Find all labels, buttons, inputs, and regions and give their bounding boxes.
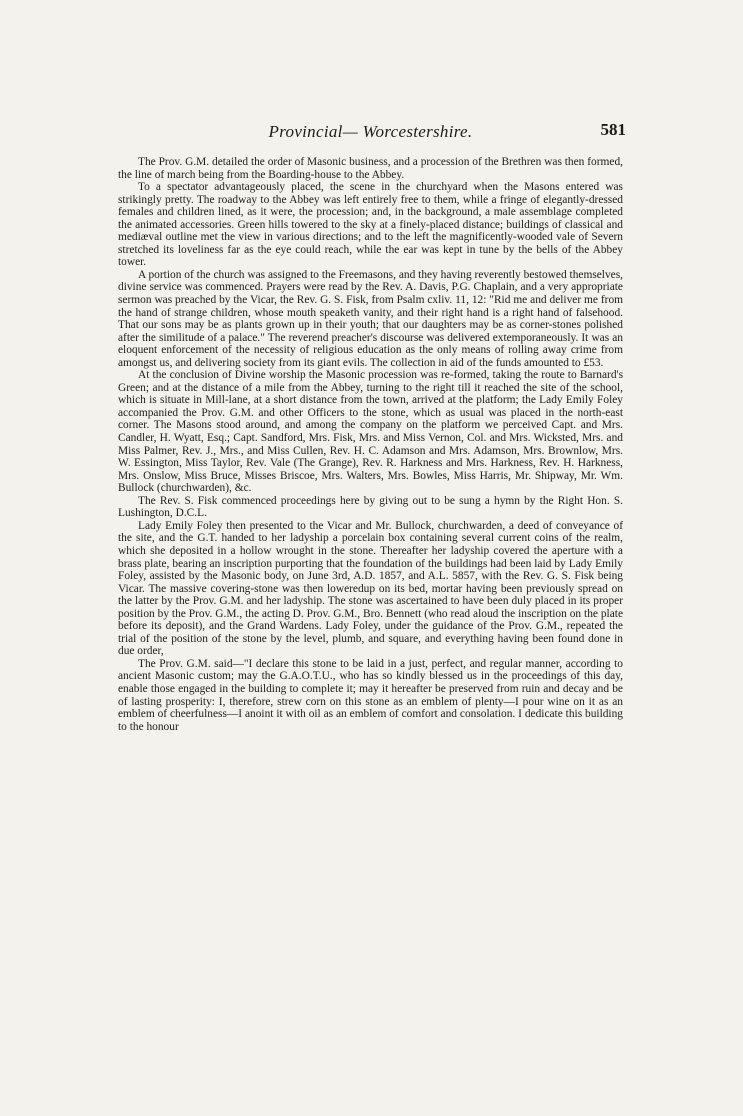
running-title: Provincial— Worcestershire.: [268, 122, 473, 141]
paragraph-5: The Rev. S. Fisk commenced proceedings here by giving out to be sung a hymn by the Right Hon. S. Lushington, D.C.L.: [118, 494, 623, 520]
document-page: [118, 120, 626, 733]
paragraph-4: At the conclusion of Divine worship the Masonic procession was re-formed, taking the route to Barnard's Green; and at the distance of a mile from the Abbey, turning to the right till it reached the site of the school, which is situate in Mill-lane, at a short distance from the town, arrived at the platform; the Lady Emily Foley accompanied the Prov. G.M. and other Officers to the stone, which as usual was placed in the north-east corner. The Masons stood around, and among the company on the platform we perceived Capt. and Mrs. Candler, H. Wyatt, Esq.; Capt. Sandford, Mrs. Fisk, Mrs. and Miss Vernon, Col. and Mrs. Wicksted, Mrs. and Miss Palmer, Rev. J., Mrs., and Miss Cullen, Rev. H. C. Adamson and Mrs. Adamson, Mrs. Brownlow, Mrs. W. Essington, Miss Taylor, Rev. Vale (The Grange), Rev. R. Harkness and Mrs. Harkness, Rev. H. Harkness, Mrs. Onslow, Miss Bruce, Misses Briscoe, Mrs. Walters, Mrs. Bowles, Miss Harris, Mr. Shipway, Mr. Wm. Bullock (churchwarden), &c.: [118, 369, 623, 495]
paragraph-3: A portion of the church was assigned to the Freemasons, and they having reverently bestowed themselves, divine service was commenced. Prayers were read by the Rev. A. Davis, P.G. Chaplain, and a very appropriate sermon was preached by the Vicar, the Rev. G. S. Fisk, from Psalm cxliv. 11, 12: "Rid me and deliver me from the hand of strange children, whose mouth speaketh vanity, and their right hand is a right hand of falsehood. That our sons may be as plants grown up in their youth; that our daughters may be as corner-stones polished after the similitude of a palace." The reverend preacher's discourse was delivered extemporaneously. It was an eloquent enforcement of the necessity of religious education as the only means of rolling away crime from amongst us, and delivering society from its giant evils. The collection in aid of the funds amounted to £53.: [118, 268, 623, 369]
running-head: [118, 120, 626, 150]
paragraph-7: The Prov. G.M. said—"I declare this stone to be laid in a just, perfect, and regular manner, according to ancient Masonic custom; may the G.A.O.T.U., who has so kindly blessed us in the proceedings of this day, enable those engaged in the building to complete it; may it hereafter be preserved from ruin and decay and be of lasting prosperity: I, therefore, strew corn on this stone as an emblem of plenty—I pour wine on it as an emblem of cheerfulness—I anoint it with oil as an emblem of comfort and consolation. I dedicate this building to the honour: [118, 657, 623, 733]
paragraph-2: To a spectator advantageously placed, the scene in the churchyard when the Masons entered was strikingly pretty. The roadway to the Abbey was left entirely free to them, while a fringe of elegantly-dressed females and children lined, as it were, the procession; and, in the background, a male assemblage completed the animated accessories. Green hills towered to the sky at a finely-placed distance; buildings of classical and mediæval outline met the view in various directions; and to the left the magnificently-wooded vale of Severn stretched its loveliness far as the eye could reach, while the ear was kept in tune by the bells of the Abbey tower.: [118, 181, 623, 269]
body-text: [118, 156, 623, 733]
page-number: 581: [600, 120, 626, 139]
paragraph-1: The Prov. G.M. detailed the order of Masonic business, and a procession of the Brethren was then formed, the line of march being from the Boarding-house to the Abbey.: [118, 156, 623, 181]
paragraph-6: Lady Emily Foley then presented to the Vicar and Mr. Bullock, churchwarden, a deed of conveyance of the site, and the G.T. handed to her ladyship a porcelain box containing several current coins of the realm, which she deposited in a hollow wrought in the stone. Thereafter her ladyship covered the aperture with a brass plate, bearing an inscription purporting that the foundation of the buildings had been laid by Lady Emily Foley, assisted by the Masonic body, on June 3rd, A.D. 1857, and A.L. 5857, with the Rev. G. S. Fisk being Vicar. The massive covering-stone was then loweredup on its bed, mortar having been previously spread on the latter by the Prov. G.M. and her ladyship. The stone was ascertained to have been duly placed in its proper position by the Prov. G.M., the acting D. Prov. G.M., Bro. Bennett (who read aloud the inscription on the plate before its deposit), and the Grand Wardens. Lady Foley, under the guidance of the Prov. G.M., repeated the trial of the position of the stone by the level, plumb, and square, and everything having been found done in due order,: [118, 519, 623, 658]
